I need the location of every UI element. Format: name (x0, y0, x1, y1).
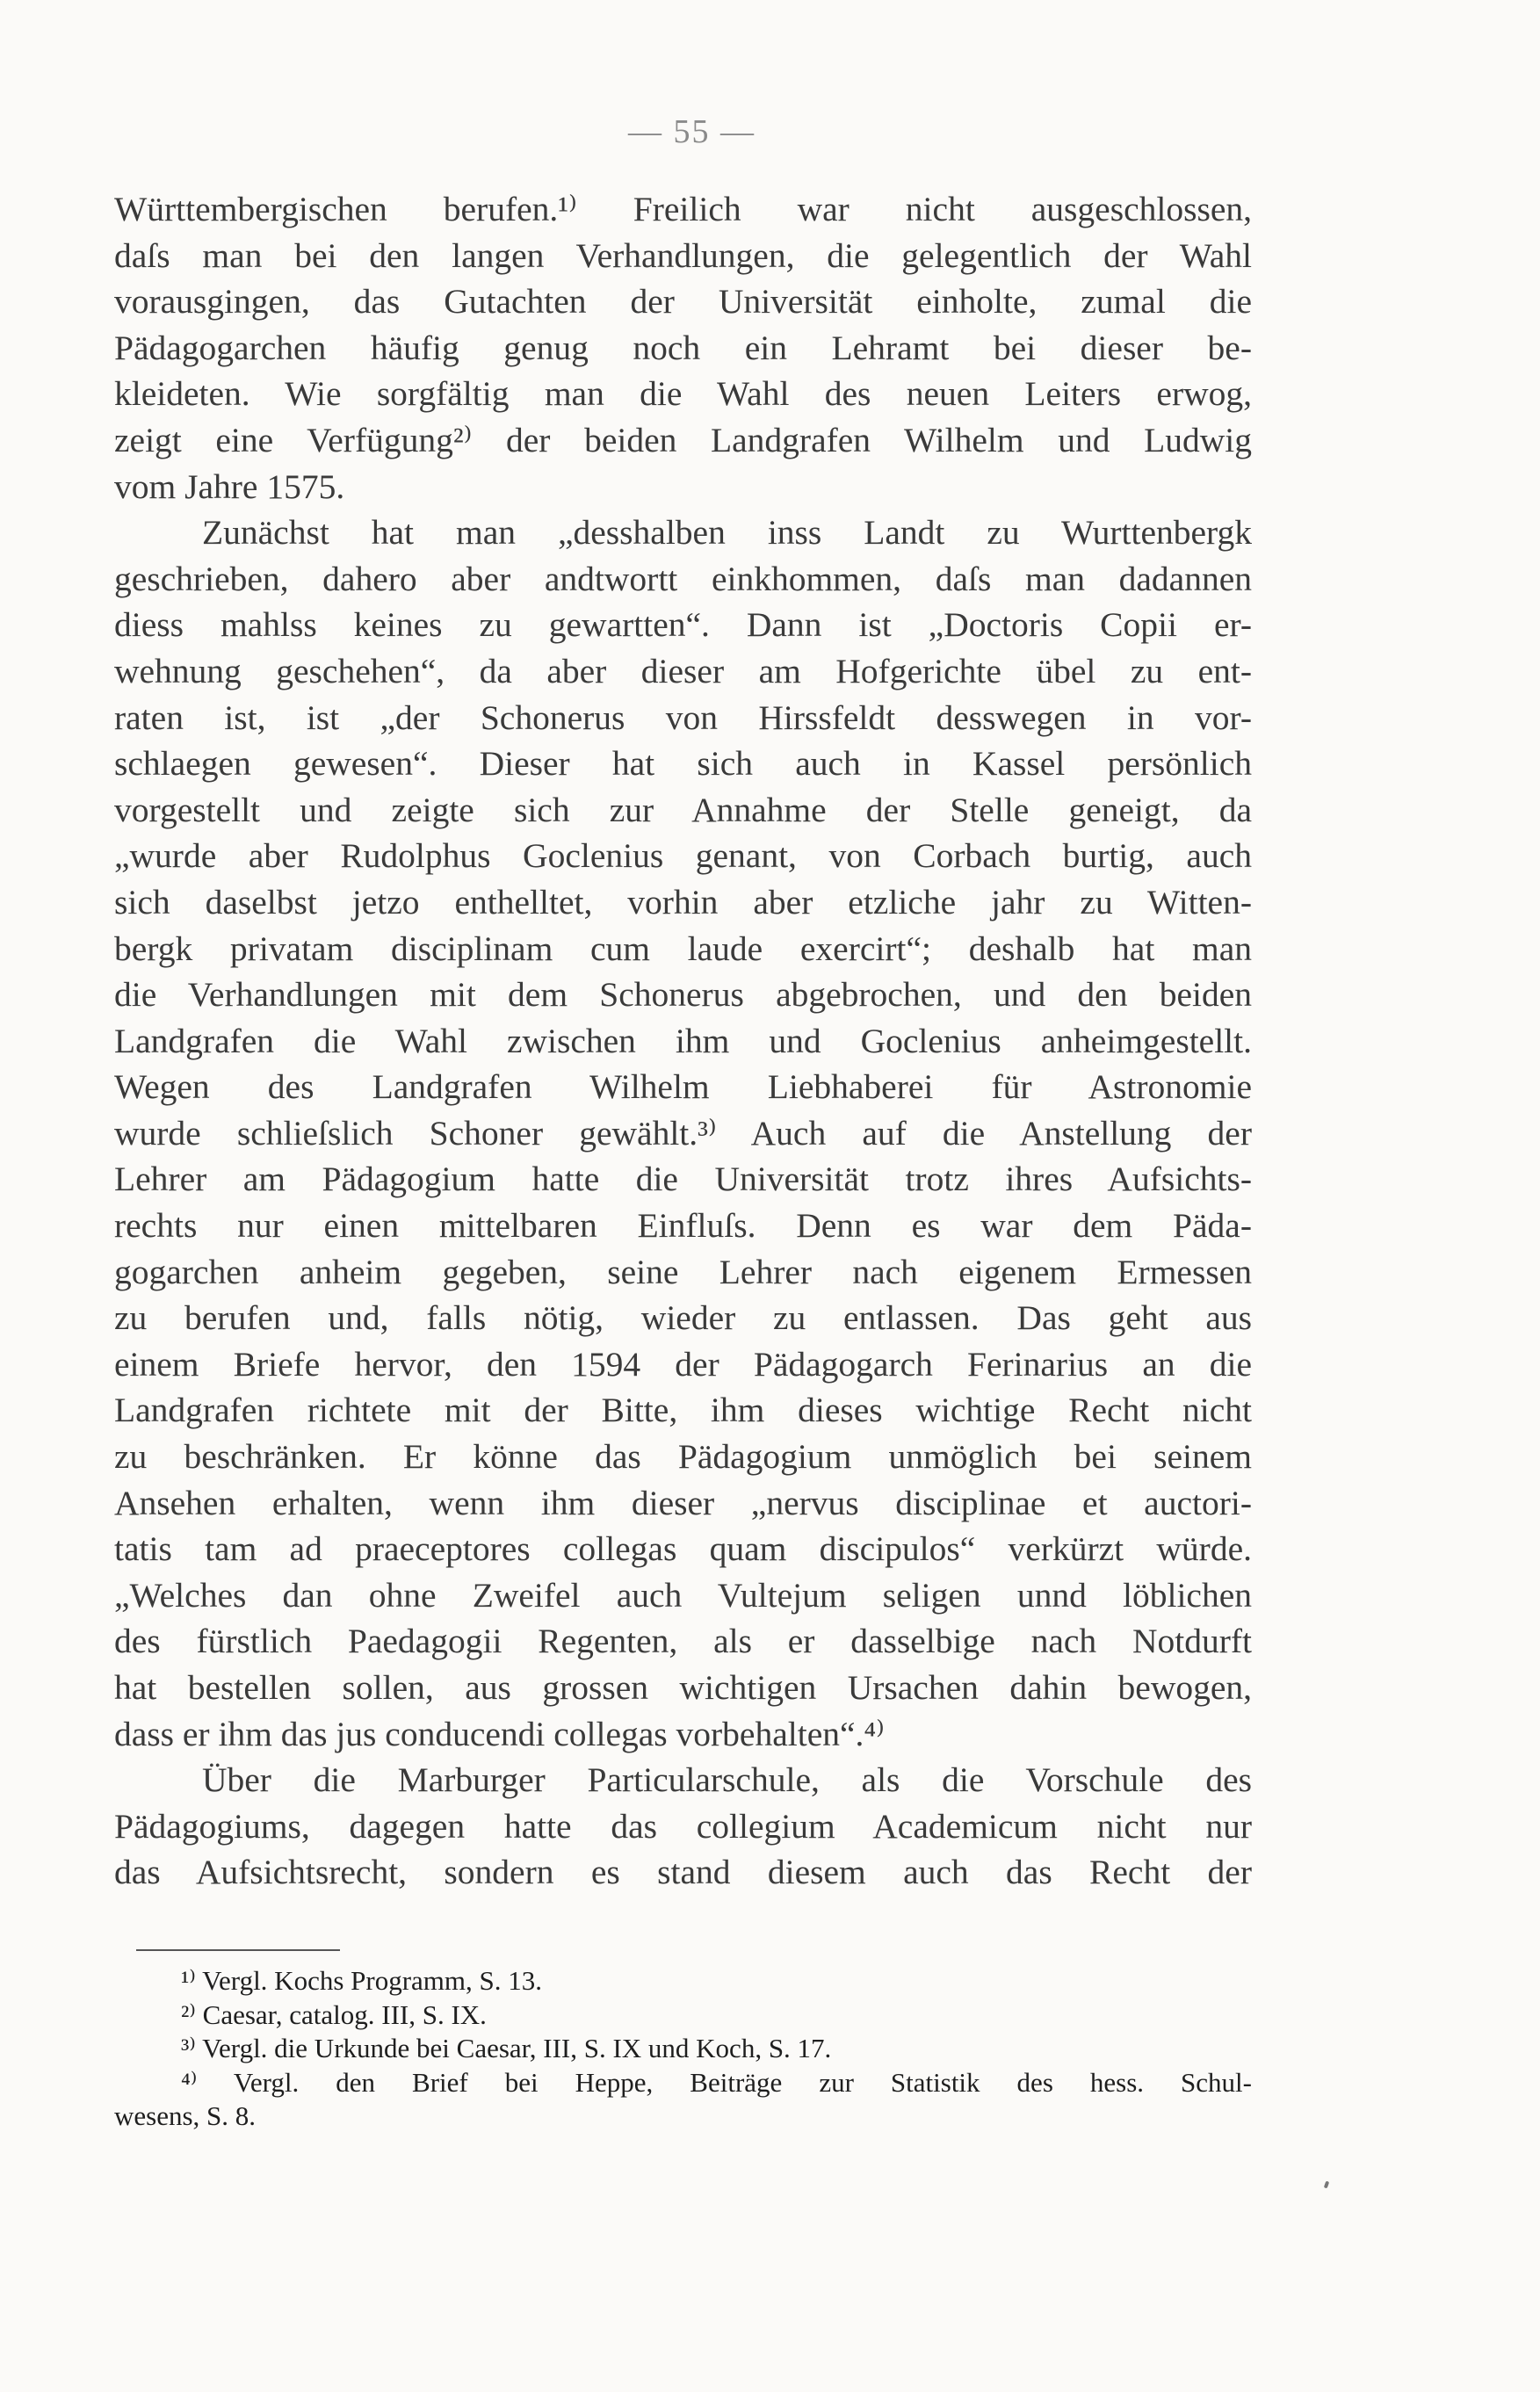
text-line: Lehrer am Pädagogium hatte die Universität trotz ihres Aufsichts- (114, 1160, 1252, 1199)
text-line: zu beschränken. Er könne das Pädagogium unmöglich bei seinem (114, 1437, 1252, 1477)
text-line: daſs man bei den langen Verhandlungen, die gelegentlich der Wahl (114, 235, 1252, 275)
text-line: wehnung geschehen“, da aber dieser am Hofgerichte übel zu ent- (114, 651, 1252, 690)
text-line: Zunächst hat man „desshalben inss Landt zu Wurttenbergk (202, 513, 1252, 553)
text-line: Württembergischen berufen.¹⁾ Freilich war nicht ausgeschlossen, (114, 190, 1252, 228)
text-line: „wurde aber Rudolphus Goclenius genant, von Corbach burtig, auch (114, 836, 1252, 876)
text-line: hat bestellen sollen, aus grossen wichtigen Ursachen dahin bewogen, (114, 1668, 1252, 1707)
text-line: gogarchen anheim gegeben, seine Lehrer nach eigenem Ermessen (114, 1252, 1252, 1291)
text-line: das Aufsichtsrecht, sondern es stand diesem auch das Recht der (114, 1853, 1252, 1892)
footnote-3: ³⁾ Vergl. die Urkunde bei Caesar, III, S. IX und Koch, S. 17. (181, 2033, 832, 2063)
text-line: die Verhandlungen mit dem Schonerus abgebrochen, und den beiden (114, 975, 1252, 1015)
text-line: schlaegen gewesen“. Dieser hat sich auch in Kassel persönlich (114, 744, 1252, 784)
text-line: raten ist, ist „der Schonerus von Hirssfeldt desswegen in vor- (114, 697, 1252, 737)
footnote-divider (136, 1949, 340, 1951)
text-line: Pädagogiums, dagegen hatte das collegium Academicum nicht nur (114, 1806, 1252, 1846)
text-line: kleideten. Wie sorgfältig man die Wahl des neuen Leiters erwog, (114, 374, 1252, 414)
text-line: Landgrafen die Wahl zwischen ihm und Goclenius anheimgestellt. (114, 1021, 1252, 1060)
text-line: sich daselbst jetzo enthelltet, vorhin aber etzliche jahr zu Witten- (114, 882, 1252, 921)
footnote-4-continuation: wesens, S. 8. (114, 2100, 257, 2131)
text-line: zeigt eine Verfügung²⁾ der beiden Landgrafen Wilhelm und Ludwig (114, 420, 1252, 459)
text-line: dass er ihm das jus conducendi collegas vorbehalten“.⁴⁾ (114, 1714, 885, 1753)
text-line: „Welches dan ohne Zweifel auch Vultejum seligen unnd löblichen (114, 1575, 1252, 1615)
footnote-4: ⁴⁾ Vergl. den Brief bei Heppe, Beiträge zur Statistik des hess. Schul- (181, 2066, 1252, 2098)
page-number: — 55 — (628, 113, 756, 150)
text-line: bergk privatam disciplinam cum laude exercirt“; deshalb hat man (114, 929, 1252, 968)
text-line: rechts nur einen mittelbaren Einfluſs. Denn es war dem Päda- (114, 1206, 1252, 1246)
footnote-2: ²⁾ Caesar, catalog. III, S. IX. (181, 1998, 487, 2030)
text-line: vorgestellt und zeigte sich zur Annahme der Stelle geneigt, da (114, 790, 1252, 829)
paper-speck (1324, 2181, 1329, 2189)
text-line: diess mahlss keines zu gewartten“. Dann ist „Doctoris Copii er- (114, 605, 1252, 645)
text-line: des fürstlich Paedagogii Regenten, als er dasselbige nach Notdurft (114, 1622, 1252, 1661)
text-line: Ansehen erhalten, wenn ihm dieser „nervus disciplinae et auctori- (114, 1483, 1252, 1522)
text-line: wurde schlieſslich Schoner gewählt.³⁾ Auch auf die Anstellung der (114, 1113, 1252, 1153)
body-text (114, 186, 1252, 1896)
text-line: Landgrafen richtete mit der Bitte, ihm dieses wichtige Recht nicht (114, 1391, 1252, 1430)
text-line: Wegen des Landgrafen Wilhelm Liebhaberei für Astronomie (114, 1067, 1252, 1107)
text-line: vorausgingen, das Gutachten der Universität einholte, zumal die (114, 282, 1252, 322)
text-line: geschrieben, dahero aber andtwortt einkhommen, daſs man dadannen (114, 559, 1252, 598)
text-line: Über die Marburger Particularschule, als die Vorschule des (202, 1760, 1252, 1800)
text-line: vom Jahre 1575. (114, 466, 345, 506)
footnote-1: ¹⁾ Vergl. Kochs Programm, S. 13. (181, 1965, 543, 1996)
footnotes (114, 1964, 1252, 2134)
text-line: zu berufen und, falls nötig, wieder zu entlassen. Das geht aus (114, 1298, 1252, 1338)
text-line: Pädagogarchen häufig genug noch ein Lehramt bei dieser be- (114, 328, 1252, 367)
text-line: einem Briefe hervor, den 1594 der Pädagogarch Ferinarius an die (114, 1344, 1252, 1384)
text-line: tatis tam ad praeceptores collegas quam discipulos“ verkürzt würde. (114, 1529, 1252, 1569)
